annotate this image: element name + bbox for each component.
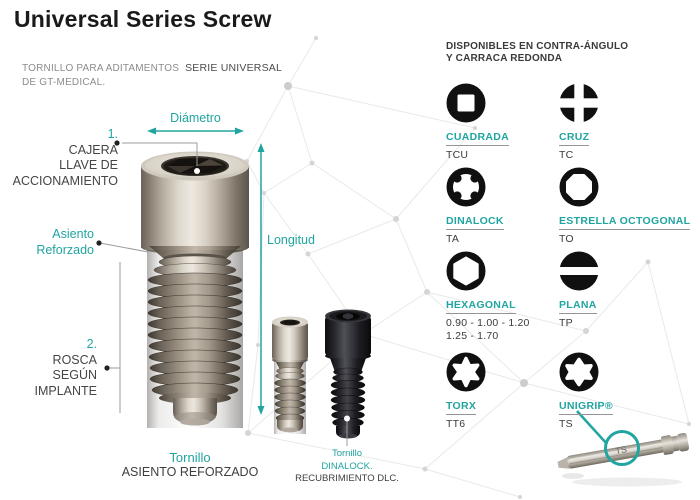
caption-line: ASIENTO REFORZADO [121, 465, 259, 479]
drive-option-hexagonal [446, 251, 561, 342]
torx-drive-icon [446, 352, 486, 392]
drive-code: 0.90 - 1.00 - 1.20 [446, 317, 530, 329]
drive-name: UNIGRIP® [559, 400, 613, 415]
octagon-drive-icon [559, 167, 599, 207]
drive-code: TO [559, 233, 574, 245]
callout-line: Reforzado [36, 242, 94, 257]
drives-header-line: DISPONIBLES EN CONTRA-ÁNGULO [446, 41, 629, 52]
drive-name: HEXAGONAL [446, 299, 516, 314]
length-dimension-label: Longitud [267, 233, 315, 247]
drive-option-cuadrada [446, 83, 561, 161]
drive-name: PLANA [559, 299, 597, 314]
callout-thread [34, 337, 97, 399]
drive-option-torx [446, 352, 561, 430]
drive-option-cruz [559, 83, 700, 161]
caption-line: Tornillo [169, 450, 211, 465]
slot-drive-icon [559, 251, 599, 291]
caption-line: Tornillo [331, 448, 363, 459]
callout-line: ACCIONAMIENTO [12, 173, 118, 188]
drive-name: DINALOCK [446, 215, 504, 230]
drive-name: CUADRADA [446, 131, 509, 146]
drive-code: TA [446, 233, 460, 245]
callout-drive-socket [13, 127, 118, 189]
drive-code: TP [559, 317, 573, 329]
caption-line: RECUBRIMIENTO DLC. [295, 473, 399, 484]
main-screw-caption [110, 450, 270, 480]
drive-option-dinalock [446, 167, 561, 245]
callout-line: ROSCA [52, 352, 97, 367]
drive-option-unigrip [559, 352, 700, 430]
drive-name: ESTRELLA OCTOGONAL [559, 215, 690, 230]
drives-header-line: Y CARRACA REDONDA [446, 52, 563, 64]
callout-line: CAJERA [68, 142, 118, 157]
drive-code: TC [559, 149, 574, 161]
hexagon-drive-icon [446, 251, 486, 291]
drive-code: TS [559, 418, 573, 430]
callout-reinforced-seat [36, 227, 94, 258]
callout-line: LLAVE DE [59, 158, 118, 172]
subtitle-gray: TORNILLO PARA ADITAMENTOS [22, 63, 180, 74]
drives-header [446, 41, 628, 64]
square-drive-icon [446, 83, 486, 123]
drive-name: CRUZ [559, 131, 589, 146]
subtitle [22, 61, 282, 90]
dinalock-drive-icon [446, 167, 486, 207]
subtitle-line2: DE GT-MEDICAL. [22, 77, 106, 88]
dlc-screw-caption [292, 448, 402, 486]
cross-drive-icon [559, 83, 599, 123]
callout-number: 2. [86, 337, 97, 351]
drive-name: TORX [446, 400, 476, 415]
drive-option-estrella-octogonal [559, 167, 700, 245]
callout-line: IMPLANTE [34, 383, 97, 398]
callout-number: 1. [107, 127, 118, 141]
unigrip-drive-icon [559, 352, 599, 392]
callout-line: SEGÚN [52, 368, 97, 382]
drive-code: TCU [446, 149, 469, 161]
subtitle-serie: SERIE UNIVERSAL [185, 62, 283, 74]
drive-option-plana [559, 251, 700, 329]
drive-code: TT6 [446, 418, 466, 430]
diameter-dimension-label: Diámetro [170, 111, 221, 125]
drive-code: 1.25 - 1.70 [446, 330, 499, 342]
callout-line: Asiento [52, 227, 94, 241]
caption-line: DINALOCK. [321, 460, 373, 472]
tool-laser-marking: TS [614, 444, 628, 457]
page-title: Universal Series Screw [14, 6, 272, 32]
